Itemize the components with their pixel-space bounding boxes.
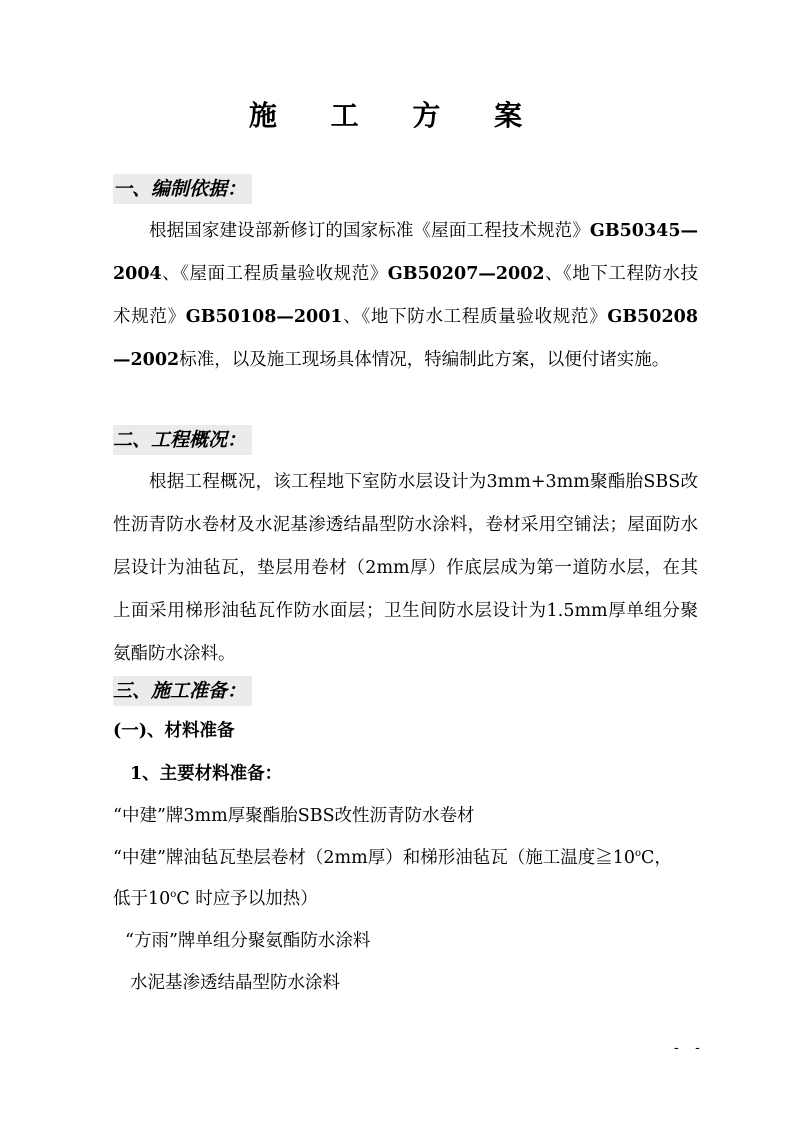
standard-code-1: GB50345—2004 (113, 221, 698, 284)
material-item-2: “中建”牌油毡瓦垫层卷材（2mm厚）和梯形油毡瓦（施工温度≧10$^o$C， (113, 848, 672, 868)
standard-code-2: GB50207—2002 (387, 264, 545, 284)
standard-code-4: GB50208—2002 (113, 307, 699, 370)
material-item-1: “中建”牌3mm厚聚酯胎SBS改性沥青防水卷材 (113, 806, 475, 826)
section-body-basis (113, 210, 698, 382)
subheading-main-materials: 1、主要材料准备： (130, 764, 283, 784)
page-title: 施 工 方 案 (248, 99, 545, 132)
section-body-overview: 根据工程概况，该工程地下室防水层设计为3mm+3mm聚酯胎SBS改性沥青防水卷材及水泥基渗透结晶型防水涂料，卷材采用空铺法；屋面防水层设计为油毡瓦，垫层用卷材（2mm厚）作底层成为第一道防水层，在其上面采用梯形油毡瓦作防水面层；卫生间防水层设计为1.5mm厚单组分聚氨酯防水涂料。 (113, 472, 698, 664)
section-heading-overview: 二、工程概况： (113, 425, 252, 455)
subheading-materials: (一)、材料准备 (113, 721, 235, 741)
material-item-3: “方雨”牌单组分聚氨酯防水涂料 (125, 931, 371, 951)
basis-text-3: 、《地下工程防水技术规范》 (113, 264, 699, 327)
section-heading-basis: 一、编制依据： (113, 174, 252, 204)
basis-text-1: 根据国家建设部新修订的国家标准《屋面工程技术规范》 (149, 221, 590, 241)
basis-text-2: 、《屋面工程质量验收规范》 (161, 264, 388, 284)
basis-text-4: 、《地下防水工程质量验收规范》 (342, 307, 608, 327)
page-footer: - - (674, 1040, 706, 1056)
section-heading-preparation: 三、施工准备： (113, 676, 252, 706)
basis-text-5: 标准，以及施工现场具体情况，特编制此方案，以便付诸实施。 (179, 350, 670, 370)
standard-code-3: GB50108—2001 (185, 307, 343, 327)
material-item-2-continued: 低于10$^o$C 时应予以加热） (113, 889, 318, 909)
material-item-4: 水泥基渗透结晶型防水涂料 (130, 973, 340, 993)
